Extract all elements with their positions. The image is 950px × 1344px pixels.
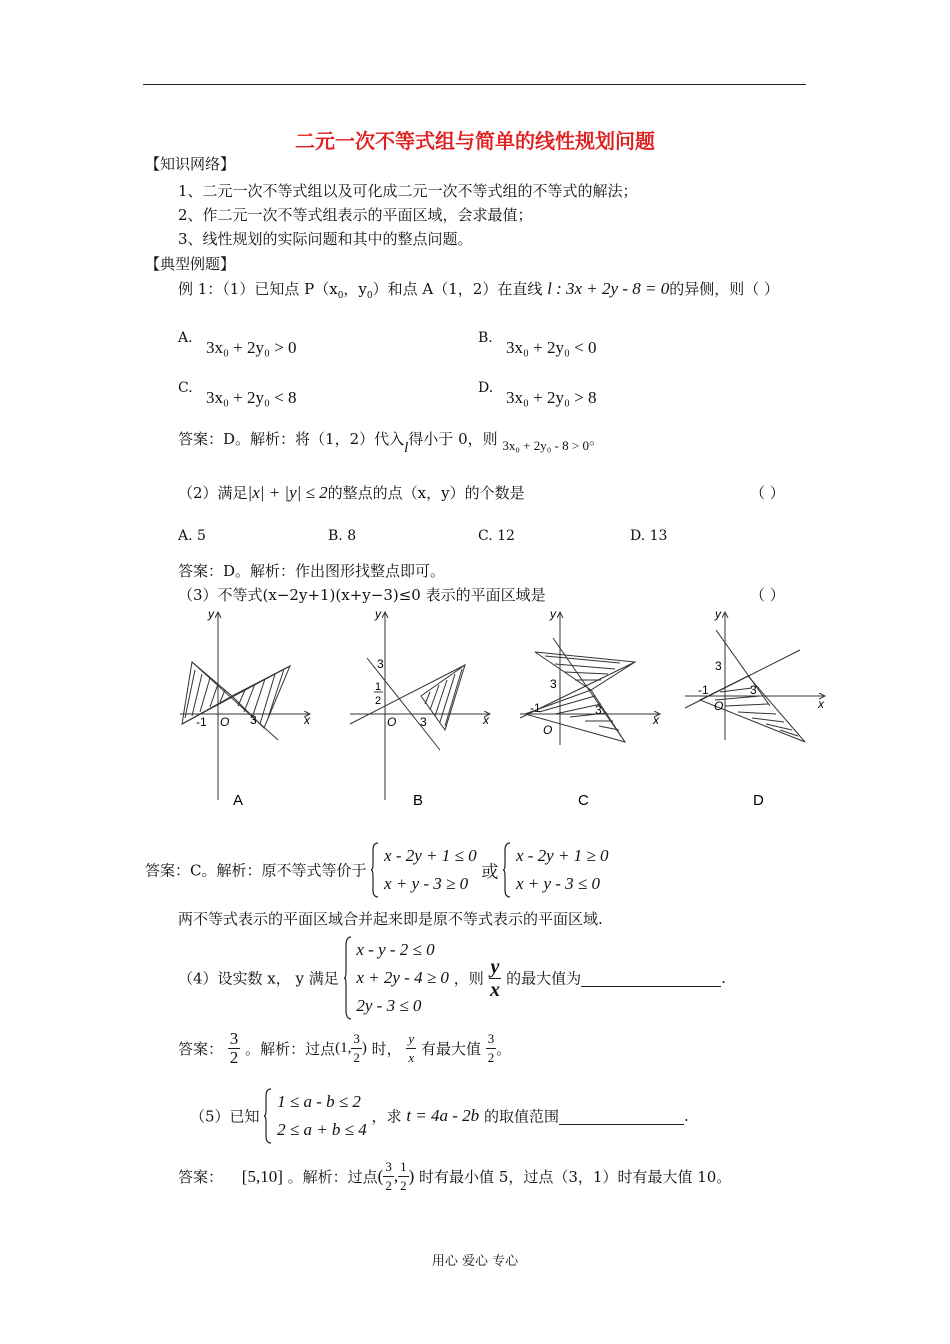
ex1-option-c: 3x₀ + 2y₀ < 8 (206, 388, 297, 407)
ex1-option-a-label: A. (178, 330, 193, 346)
graph-b-half-den: 2 (375, 695, 382, 707)
graph-b-label: B (413, 792, 424, 809)
ex4-stem: （4）设实数 x， y 满足 x - y - 2 ≤ 0 x + 2y - 4 ≥ 0 2y - 3 ≤ 0 ，则 $\frac{y}{x}$ 的最大值为 . (178, 936, 726, 1020)
graph-c-origin: O (543, 723, 553, 737)
ex1-option-c-label: C. (178, 380, 193, 396)
ex5-point-x-fraction: $\frac{3}{2}$ (385, 1159, 392, 1193)
ex1-option-d-label: D. (478, 380, 494, 396)
graph-d-origin: O (714, 699, 724, 713)
knowledge-item-2: 2、作二元一次不等式组表示的平面区域，会求最值； (178, 206, 533, 224)
graph-b-x-label: x (483, 713, 489, 727)
ex4-fraction-y-over-x: $\frac{y}{x}$ (489, 955, 500, 1001)
ex1-option-b: 3x₀ + 2y₀ < 0 (506, 338, 597, 357)
ex3-graphs (170, 600, 830, 820)
ex4-system: x - y - 2 ≤ 0 x + 2y - 4 ≥ 0 2y - 3 ≤ 0 (356, 940, 449, 1015)
graph-c-x-label: x (653, 713, 659, 727)
section-heading-knowledge: 【知识网络】 (145, 155, 236, 173)
ex3-brace-1 (371, 842, 379, 898)
graph-b (350, 607, 490, 809)
ex4-point-fraction: $\frac{3}{2}$ (353, 1031, 360, 1065)
ex2-option-a: A. 5 (178, 528, 206, 544)
graph-c-tick-3: 3 (595, 703, 602, 717)
ex1-option-a: 3x₀ + 2y₀ > 0 (206, 338, 297, 357)
page-title: 二元一次不等式组与简单的线性规划问题 (295, 129, 655, 153)
ex4-answer-fraction: $\frac{3}{2}$ (229, 1029, 239, 1067)
ex5-point-y-fraction: $\frac{1}{2}$ (400, 1159, 407, 1193)
ex2-option-c: C. 12 (478, 528, 515, 544)
page-footer: 用心 爱心 专心 (431, 1254, 519, 1269)
ex5-answer: 答案： [5,10] 。解析：过点( $\frac{3}{2}$ , $\frac{1}{2}$ ) 时有最小值 5，过点（3，1）时有最大值 10。 (178, 1159, 732, 1193)
ex2-answer: 答案：D。解析：作出图形找整点即可。 (178, 562, 446, 580)
ex4-brace (344, 936, 352, 1020)
graph-c (520, 607, 660, 809)
ex5-stem: （5）已知 1 ≤ a - b ≤ 2 2 ≤ a + b ≤ 4 ，求 t = 4a - 2b 的取值范围 . (190, 1088, 689, 1144)
graph-d-tick-3: 3 (750, 683, 757, 697)
ex3-paren: （ ） (750, 586, 785, 604)
graph-b-tick-3: 3 (420, 715, 427, 729)
graph-d-tick-3y: 3 (715, 659, 722, 673)
graph-d (685, 607, 825, 809)
ex4-answer-blank[interactable] (581, 970, 721, 987)
ex3-stem: （3）不等式(x−2y+1)(x+y−3)≤0 表示的平面区域是 (178, 586, 546, 604)
graph-b-half-num: 1 (375, 681, 382, 693)
header-rule (143, 84, 806, 85)
graph-b-origin: O (387, 715, 397, 729)
ex1-stem: 例 1：（1）已知点 $P(x_0$，$y_0$）和点 A（1，2）在直线 l : 3x + 2y - 8 = 0的异侧，则（ ） (178, 279, 779, 301)
ex3-conclusion: 两不等式表示的平面区域合并起来即是原不等式表示的平面区域. (178, 910, 603, 928)
ex1-line-equation: l : 3x + 2y - 8 = 0 (547, 279, 670, 298)
graph-c-tick-neg1: -1 (530, 701, 541, 715)
ex4-answer-max-fraction: $\frac{3}{2}$ (487, 1031, 495, 1065)
ex4-answer: 答案： $\frac{3}{2}$ 。解析：过点(1, $\frac{3}{2}$ ) 时， $\frac{y}{x}$ 有最大值 $\frac{3}{2}$ 。 (178, 1029, 512, 1067)
graph-d-tick-neg1: -1 (698, 683, 709, 697)
graph-d-label: D (753, 792, 764, 809)
ex2-option-b: B. 8 (328, 528, 357, 544)
ex3-brace-2 (503, 842, 511, 898)
ex2-stem: （2）满足|x| + |y| ≤ 2的整点的点（x，y）的个数是 (178, 483, 525, 502)
ex5-system: 1 ≤ a - b ≤ 2 2 ≤ a + b ≤ 4 (277, 1092, 367, 1139)
ex2-option-d: D. 13 (630, 528, 668, 544)
graph-c-tick-3y: 3 (550, 677, 557, 691)
ex1-answer: 答案：D。解析：将（1，2）代入l得小于 0，则 3x₀ + 2y₀ - 8 > 0。 (178, 430, 604, 456)
ex3-system-1: x - 2y + 1 ≤ 0 x + y - 3 ≥ 0 (384, 846, 477, 893)
ex4-answer-y-over-x: $\frac{y}{x}$ (408, 1031, 415, 1065)
graph-a-tick-neg1: -1 (196, 715, 207, 729)
ex5-answer-blank[interactable] (559, 1108, 684, 1125)
ex1-option-b-label: B. (478, 330, 493, 346)
graph-a (180, 607, 311, 809)
section-heading-examples: 【典型例题】 (145, 255, 236, 273)
ex1-option-d: 3x₀ + 2y₀ > 8 (506, 388, 597, 407)
knowledge-item-3: 3、线性规划的实际问题和其中的整点问题。 (178, 230, 473, 248)
ex2-paren: （ ） (750, 484, 785, 502)
graph-b-tick-3y: 3 (377, 657, 384, 671)
graph-a-y-label: y (208, 607, 214, 621)
ex5-brace (264, 1088, 272, 1144)
graph-c-label: C (578, 792, 589, 809)
knowledge-item-1: 1、二元一次不等式组以及可化成二元一次不等式组的不等式的解法； (178, 182, 638, 200)
ex3-answer: 答案：C。解析：原不等式等价于 x - 2y + 1 ≤ 0 x + y - 3 ≥ 0 或 x - 2y + 1 ≥ 0 x + y - 3 ≤ 0 (145, 842, 609, 898)
graph-d-x-label: x (818, 697, 824, 711)
graph-a-tick-3: 3 (250, 713, 257, 727)
graph-d-y-label: y (715, 607, 721, 621)
graph-c-y-label: y (550, 607, 556, 621)
graph-b-y-label: y (375, 607, 381, 621)
graph-a-origin: O (220, 715, 230, 729)
graph-a-x-label: x (304, 713, 310, 727)
ex3-system-2: x - 2y + 1 ≥ 0 x + y - 3 ≤ 0 (515, 846, 609, 893)
graph-a-label: A (233, 792, 244, 809)
